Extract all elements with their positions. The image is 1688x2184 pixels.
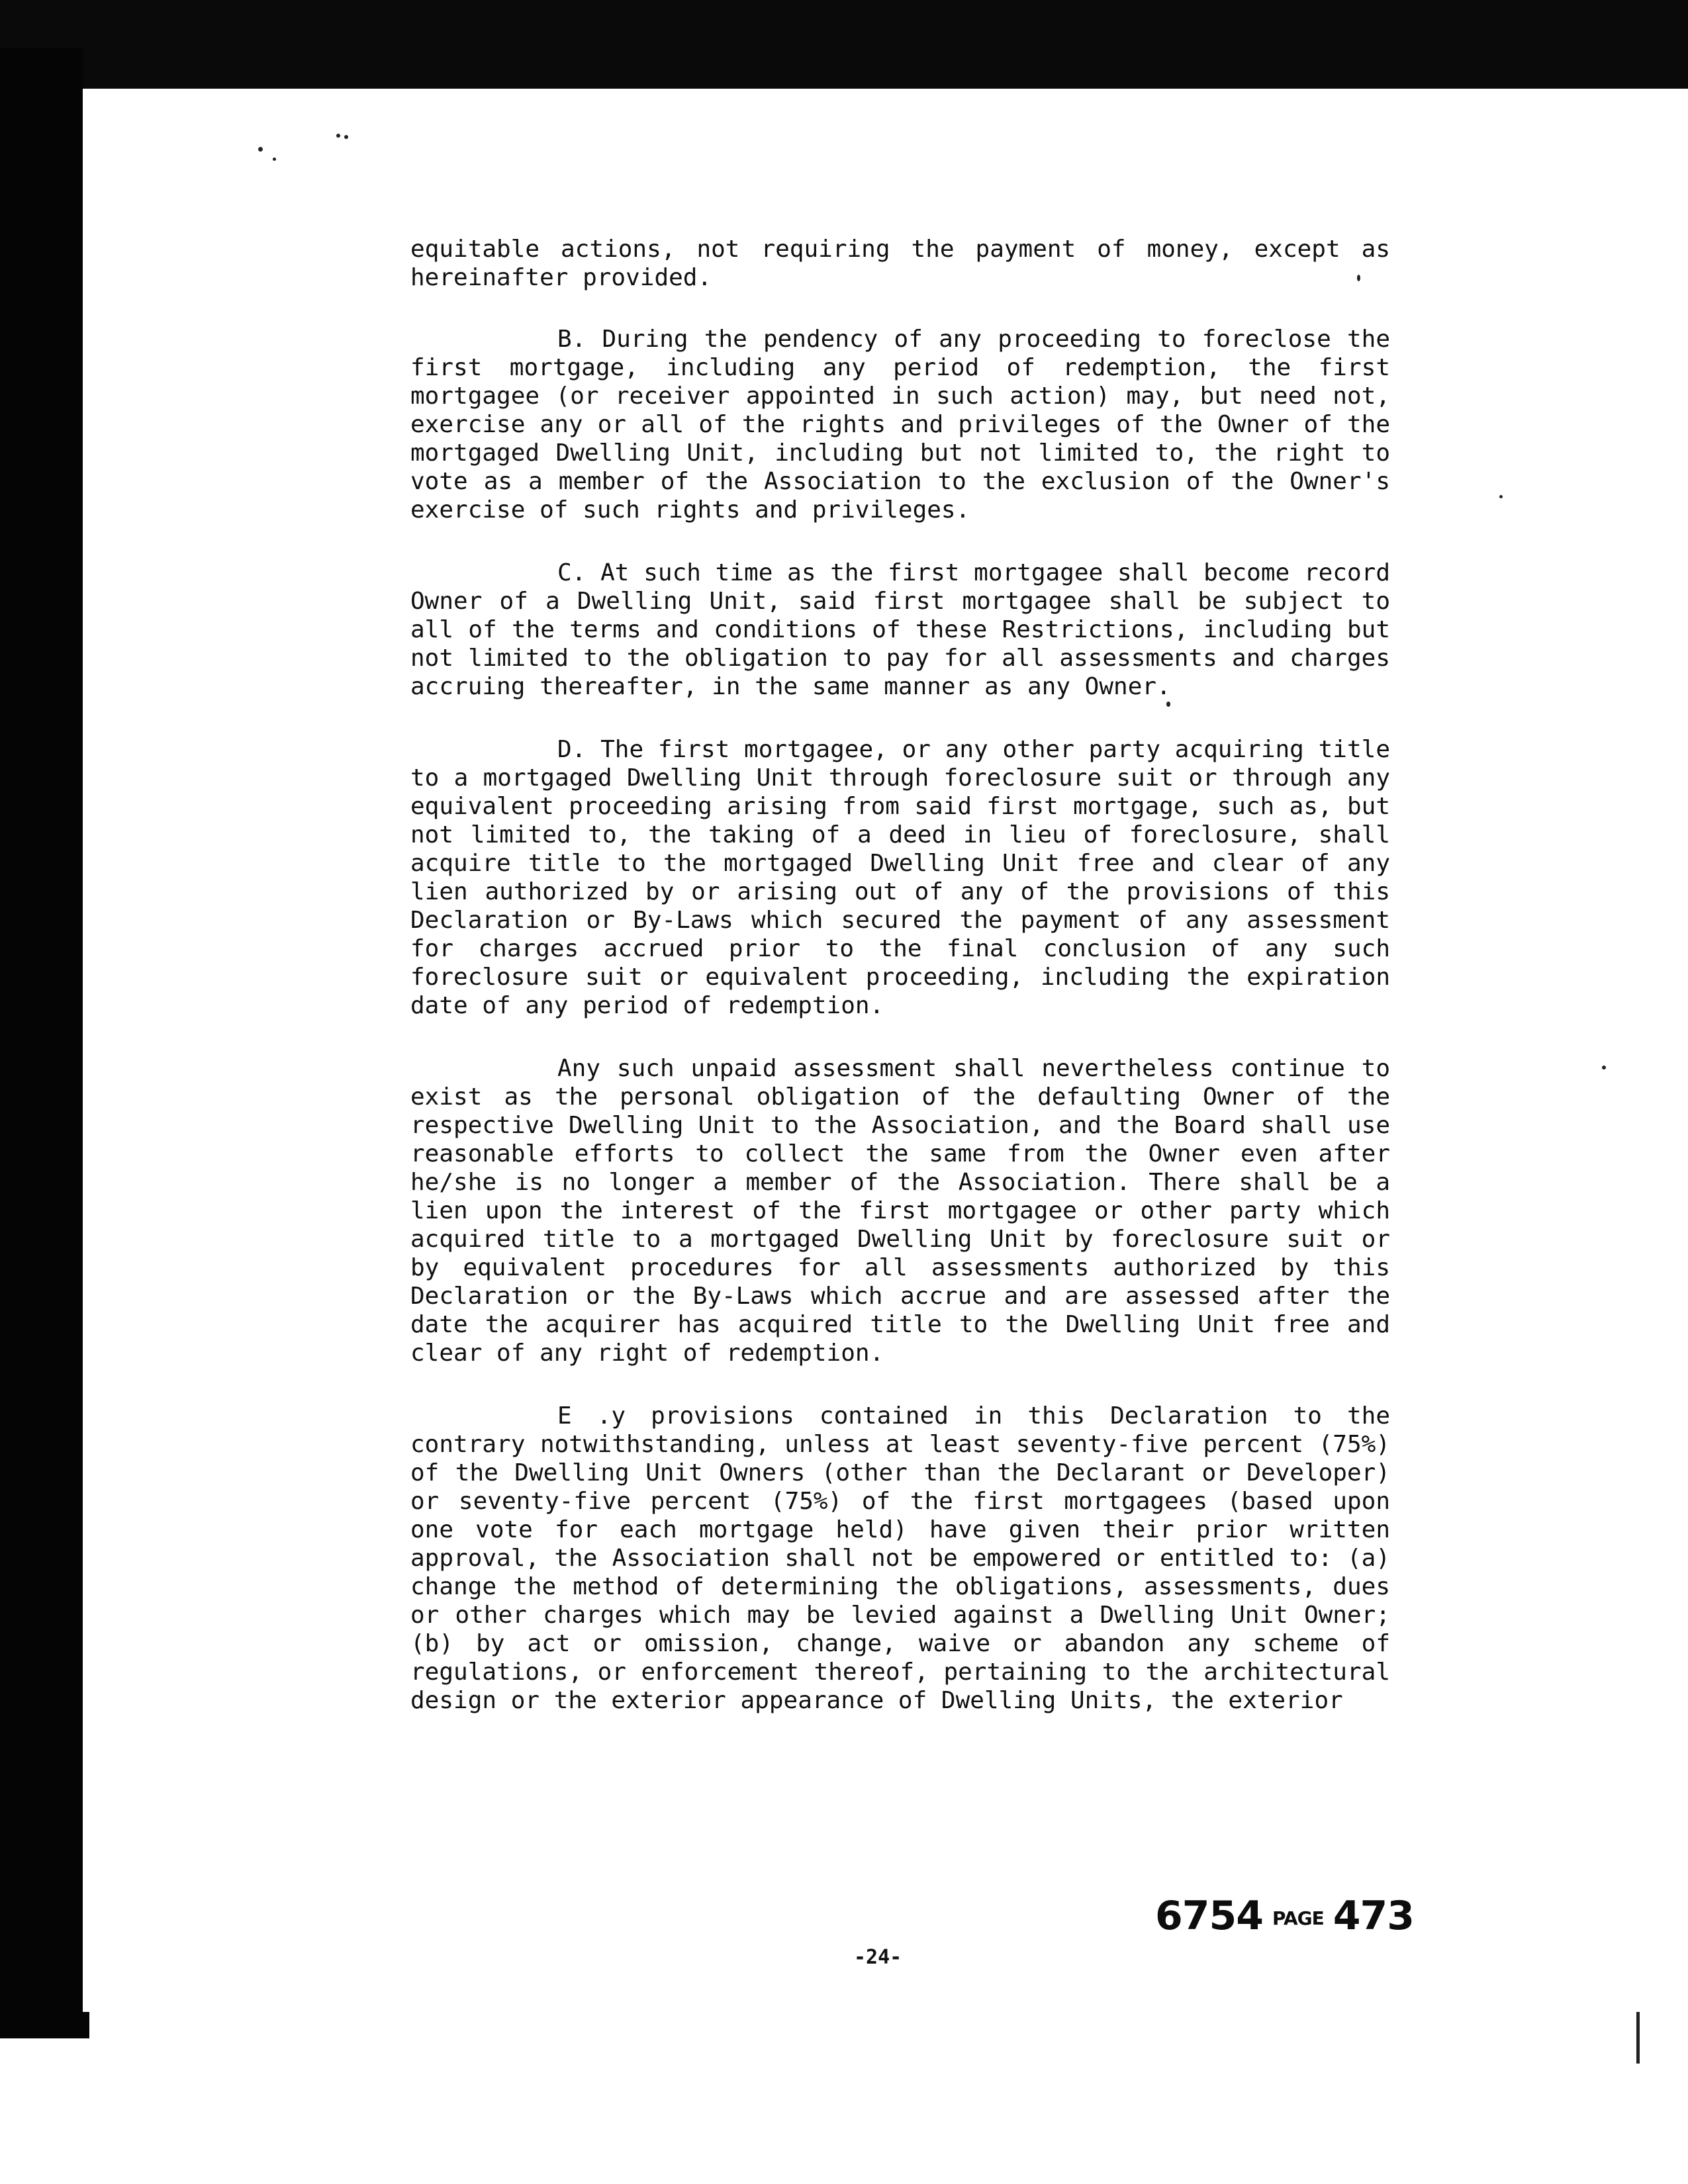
paragraph-e: E .y provisions contained in this Declaration to the contrary notwithstanding, unless at least seventy-five percent (75%) of the Dwelling Unit Owners (other than the Declarant or Developer) or seventy-five percent (75%) of the first mortgagees (based upon one vote for each mortgage held) have given their prior written approval, the Association shall not be empowered or entitled to: (a) change the method of determining the obligations, assessments, dues or other charges which may be levied against a Dwelling Unit Owner; (b) by act or omission, change, waive or abandon any scheme of regulations, or enforcement thereof, pertaining to the architectural design or the exterior appearance of Dwelling Units, the exterior [410,1402,1390,1714]
scan-speck [258,147,263,152]
document-body [410,235,1390,1749]
scan-speck [273,158,276,161]
scan-speck [336,134,340,138]
scan-border-left [0,48,83,2033]
paragraph-b: B. During the pendency of any proceeding to foreclose the first mortgage, including any period of redemption, the first mortgagee (or receiver appointed in such action) may, but need not, exercise any or all of the rights and privileges of the Owner of the mortgaged Dwelling Unit, including but not limited to, the right to vote as a member of the Association to the exclusion of the Owner's exercise of such rights and privileges. [410,326,1390,523]
page-label: PAGE [1272,1907,1324,1929]
scan-mark-right [1636,2012,1640,2064]
scan-border-left-foot [0,2012,89,2038]
paragraph-any-such: Any such unpaid assessment shall nevertheless continue to exist as the personal obligation of the defaulting Owner of the respective Dwelling Unit to the Association, and the Board shall use reasonable efforts to collect the same from the Owner even after he/she is no longer a member of the Association. There shall be a lien upon the interest of the first mortgagee or other party which acquired title to a mortgaged Dwelling Unit by foreclosure suit or by equivalent procedures for all assessments authorized by this Declaration or the By-Laws which accrue and are assessed after the date the acquirer has acquired title to the Dwelling Unit free and clear of any right of redemption. [410,1055,1390,1367]
scan-border-top-inner [79,48,1688,89]
scan-speck [1602,1066,1606,1069]
scan-border-top [0,0,1688,48]
paragraph-d: D. The first mortgagee, or any other party acquiring title to a mortgaged Dwelling Unit through foreclosure suit or through any equivalent proceeding arising from said first mortgage, such as, but not limited to, the taking of a deed in lieu of foreclosure, shall acquire title to the mortgaged Dwelling Unit free and clear of any lien authorized by or arising out of any of the provisions of this Declaration or By-Laws which secured the payment of any assessment for charges accrued prior to the final conclusion of any such foreclosure suit or equivalent proceeding, including the expiration date of any period of redemption. [410,736,1390,1019]
paragraph-c: C. At such time as the first mortgagee shall become record Owner of a Dwelling Unit, said first mortgagee shall be subject to all of the terms and conditions of these Restrictions, including but not limited to the obligation to pay for all assessments and charges accruing thereafter, in the same manner as any Owner. [410,559,1390,700]
book-page-reference [1155,1893,1414,1939]
paragraph-intro: equitable actions, not requiring the payment of money, except as hereinafter provided. [410,236,1390,291]
scan-speck [1499,495,1503,498]
scan-speck [344,135,348,139]
book-page-number: 473 [1333,1893,1414,1939]
page-number: -24- [854,1946,902,1969]
book-number: 6754 [1155,1893,1263,1939]
scan-artifact [119,993,134,999]
